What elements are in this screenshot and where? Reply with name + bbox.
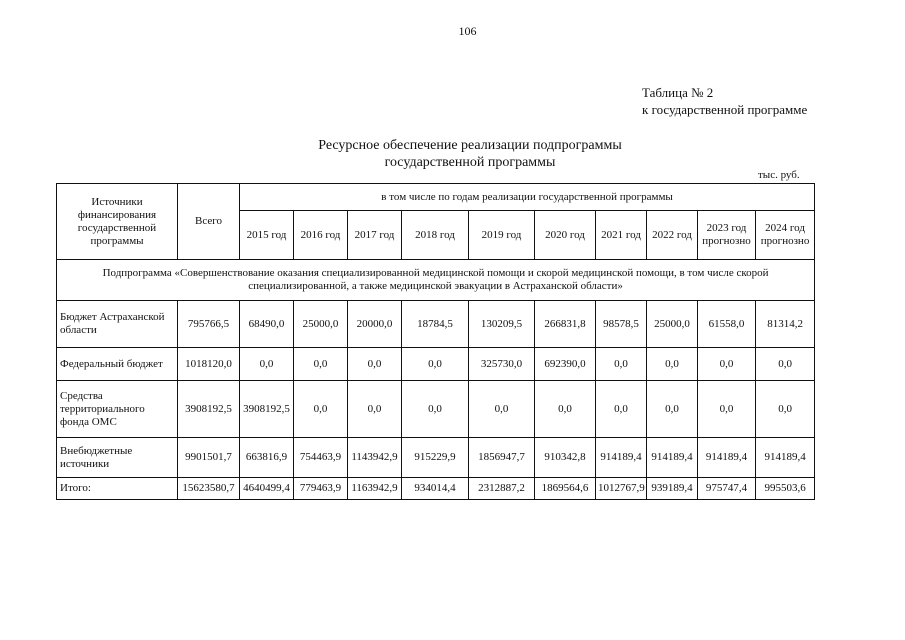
cell-value: 914189,4 xyxy=(596,438,647,478)
cell-value: 0,0 xyxy=(756,381,815,438)
cell-value: 1163942,9 xyxy=(348,478,402,500)
cell-value: 130209,5 xyxy=(469,301,535,348)
cell-value: 934014,4 xyxy=(402,478,469,500)
cell-value: 1869564,6 xyxy=(535,478,596,500)
cell-value: 0,0 xyxy=(348,381,402,438)
table-row xyxy=(57,438,815,478)
row-source: Внебюджетные источники xyxy=(57,438,178,478)
table-row xyxy=(57,381,815,438)
title-line-2: государственной программы xyxy=(384,155,556,170)
cell-value: 61558,0 xyxy=(698,301,756,348)
header-year: 2018 год xyxy=(402,211,469,260)
cell-value: 81314,2 xyxy=(756,301,815,348)
cell-value: 914189,4 xyxy=(647,438,698,478)
units-label: тыс. руб. xyxy=(758,169,800,181)
cell-value: 20000,0 xyxy=(348,301,402,348)
cell-value: 754463,9 xyxy=(294,438,348,478)
cell-value: 0,0 xyxy=(596,348,647,381)
cell-value: 939189,4 xyxy=(647,478,698,500)
cell-value: 0,0 xyxy=(348,348,402,381)
cell-value: 0,0 xyxy=(698,348,756,381)
cell-value: 0,0 xyxy=(294,381,348,438)
cell-value: 975747,4 xyxy=(698,478,756,500)
header-years-group: в том числе по годам реализации государственной программы xyxy=(240,184,815,211)
cell-value: 0,0 xyxy=(294,348,348,381)
cell-value: 1012767,9 xyxy=(596,478,647,500)
cell-value: 98578,5 xyxy=(596,301,647,348)
cell-value: 15623580,7 xyxy=(178,478,240,500)
subprogram-title: Подпрограмма «Совершенствование оказания специализированной медицинской помощи и скорой медицинской помощи, в том числе скорой специализированной, а также медицинской эвакуации в Астраханской области» xyxy=(57,260,815,301)
row-source: Средства территориального фонда ОМС xyxy=(57,381,178,438)
cell-value: 0,0 xyxy=(402,348,469,381)
cell-value: 18784,5 xyxy=(402,301,469,348)
header-year: 2019 год xyxy=(469,211,535,260)
header-year: 2017 год xyxy=(348,211,402,260)
cell-value: 1856947,7 xyxy=(469,438,535,478)
cell-value: 3908192,5 xyxy=(178,381,240,438)
row-source: Бюджет Астраханской области xyxy=(57,301,178,348)
cell-value: 914189,4 xyxy=(698,438,756,478)
header-year: 2024 год прогнозно xyxy=(756,211,815,260)
resources-table xyxy=(56,183,815,500)
cell-value: 0,0 xyxy=(535,381,596,438)
table-row xyxy=(57,348,815,381)
header-total: Всего xyxy=(178,184,240,260)
cell-value: 4640499,4 xyxy=(240,478,294,500)
cell-value: 25000,0 xyxy=(294,301,348,348)
table-attachment-label xyxy=(642,84,807,118)
cell-value: 0,0 xyxy=(240,348,294,381)
row-source: Итого: xyxy=(57,478,178,500)
total-row xyxy=(57,478,815,500)
cell-value: 0,0 xyxy=(756,348,815,381)
cell-value: 0,0 xyxy=(596,381,647,438)
cell-value: 3908192,5 xyxy=(240,381,294,438)
cell-value: 914189,4 xyxy=(756,438,815,478)
cell-value: 0,0 xyxy=(469,381,535,438)
cell-value: 910342,8 xyxy=(535,438,596,478)
cell-value: 0,0 xyxy=(698,381,756,438)
cell-value: 663816,9 xyxy=(240,438,294,478)
cell-value: 795766,5 xyxy=(178,301,240,348)
attachment-line-1: Таблица № 2 xyxy=(642,85,714,100)
cell-value: 1143942,9 xyxy=(348,438,402,478)
document-title xyxy=(270,137,670,171)
cell-value: 995503,6 xyxy=(756,478,815,500)
attachment-line-2: к государственной программе xyxy=(642,102,808,117)
cell-value: 68490,0 xyxy=(240,301,294,348)
cell-value: 779463,9 xyxy=(294,478,348,500)
header-year: 2020 год xyxy=(535,211,596,260)
cell-value: 0,0 xyxy=(647,348,698,381)
page-number: 106 xyxy=(458,24,477,38)
header-year: 2016 год xyxy=(294,211,348,260)
table-row xyxy=(57,301,815,348)
header-year: 2022 год xyxy=(647,211,698,260)
header-year: 2015 год xyxy=(240,211,294,260)
row-source: Федеральный бюджет xyxy=(57,348,178,381)
cell-value: 1018120,0 xyxy=(178,348,240,381)
cell-value: 2312887,2 xyxy=(469,478,535,500)
cell-value: 0,0 xyxy=(647,381,698,438)
header-year: 2021 год xyxy=(596,211,647,260)
header-year: 2023 год прогнозно xyxy=(698,211,756,260)
title-line-1: Ресурсное обеспечение реализации подпрограммы xyxy=(318,138,622,153)
cell-value: 692390,0 xyxy=(535,348,596,381)
cell-value: 915229,9 xyxy=(402,438,469,478)
header-source: Источники финансирования государственной программы xyxy=(57,184,178,260)
cell-value: 325730,0 xyxy=(469,348,535,381)
cell-value: 9901501,7 xyxy=(178,438,240,478)
cell-value: 0,0 xyxy=(402,381,469,438)
cell-value: 266831,8 xyxy=(535,301,596,348)
cell-value: 25000,0 xyxy=(647,301,698,348)
